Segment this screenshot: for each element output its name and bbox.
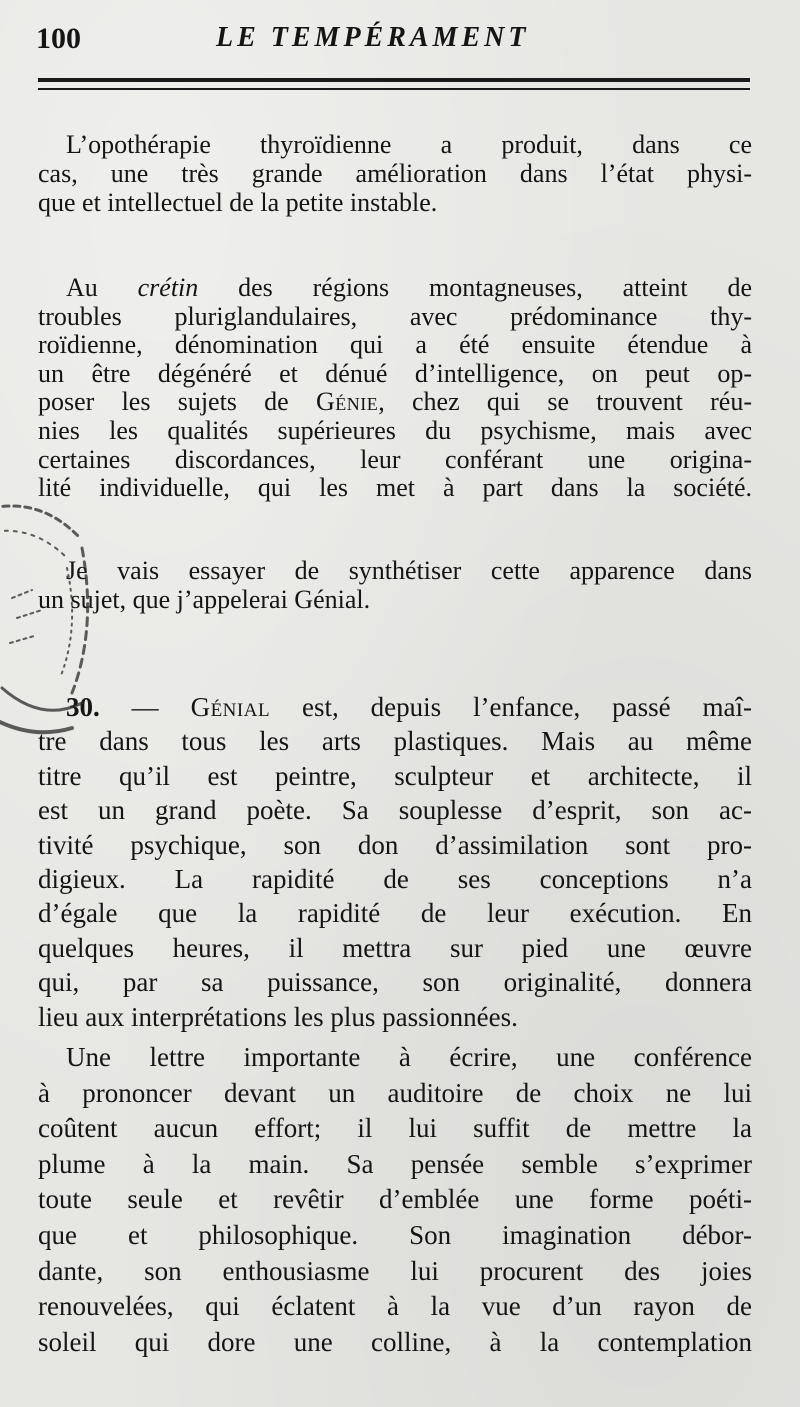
text-line: cas, une très grande amélioration dans l’état physi- (38, 159, 752, 188)
text-line: lité individuelle, qui les met à part dans la société. (38, 473, 752, 503)
text-line: Une lettre importante à écrire, une conférence (66, 1042, 752, 1072)
paragraph-opotherapie (38, 130, 752, 217)
text-line: nies les qualités supérieures du psychisme, mais avec (38, 415, 752, 445)
paragraph-lettre-importante (38, 1040, 752, 1360)
header-rule-thin (38, 88, 750, 90)
text-line: renouvelées, qui éclatent à la vue d’un rayon de (38, 1291, 752, 1322)
text-fragment: poser les sujets de (38, 387, 289, 417)
smallcaps-genial: Génial (190, 692, 271, 722)
text-line: titre qu’il est peintre, sculpteur et architecte, il (38, 760, 752, 791)
text-line (38, 690, 752, 724)
text-line: roïdienne, dénomination qui a été ensuite étendue à (38, 330, 752, 360)
text-fragment: Au (66, 273, 98, 302)
emphasis-cretin: crétin (137, 273, 199, 302)
text-fragment: est, depuis l’enfance, passé maî- (270, 692, 752, 722)
text-line: d’égale que la rapidité de leur exécution. En (38, 898, 752, 929)
paragraph-synthetiser (38, 556, 752, 614)
text-line: L’opothérapie thyroïdienne a produit, dans ce (66, 130, 752, 159)
text-line: tre dans tous les arts plastiques. Mais au même (38, 726, 752, 757)
text-fragment: — (99, 692, 191, 722)
text-line: que et philosophique. Son imagination débor- (38, 1219, 752, 1250)
section-number: 30. (66, 692, 100, 722)
text-line: certaines discordances, leur conférant une origina- (38, 444, 752, 474)
text-line: un sujet, que j’appelerai Génial. (38, 585, 371, 614)
text-line (38, 388, 752, 417)
text-line: un être dégénéré et dénué d’intelligence, on peut op- (38, 358, 752, 388)
paragraph-30-genial (38, 690, 752, 1034)
text-line: soleil qui dore une colline, à la contemplation (38, 1326, 752, 1357)
text-line: dante, son enthousiasme lui procurent des joies (38, 1255, 752, 1286)
page-number: 100 (36, 22, 81, 55)
header-rule-thick (38, 78, 750, 82)
text-line: que et intellectuel de la petite instable. (38, 188, 438, 217)
text-line: lieu aux interprétations les plus passionnées. (38, 1001, 518, 1032)
running-title: LE TEMPÉRAMENT (216, 22, 530, 53)
text-line: à prononcer devant un auditoire de choix ne lui (38, 1077, 752, 1108)
text-fragment: , chez qui se trouvent réu- (378, 387, 752, 417)
text-line: quelques heures, il mettra sur pied une œuvre (38, 932, 752, 963)
text-line (38, 274, 752, 303)
page-header (36, 22, 752, 62)
text-fragment: des régions montagneuses, atteint de (238, 273, 752, 302)
text-line: qui, par sa puissance, son originalité, donnera (38, 967, 752, 998)
text-line: tivité psychique, son don d’assimilation sont pro- (38, 829, 752, 860)
text-line: troubles pluriglandulaires, avec prédominance thy- (38, 301, 752, 331)
text-line: plume à la main. Sa pensée semble s’exprimer (38, 1148, 752, 1179)
paragraph-cretin-genie (38, 274, 752, 503)
text-line: digieux. La rapidité de ses conceptions n’a (38, 864, 752, 895)
text-line: coûtent aucun effort; il lui suffit de mettre la (38, 1113, 752, 1144)
smallcaps-genie: Génie (315, 387, 379, 417)
text-line: est un grand poète. Sa souplesse d’esprit, son ac- (38, 795, 752, 826)
text-line: Je vais essayer de synthétiser cette apparence dans (66, 556, 752, 585)
text-line: toute seule et revêtir d’emblée une forme poéti- (38, 1184, 752, 1215)
